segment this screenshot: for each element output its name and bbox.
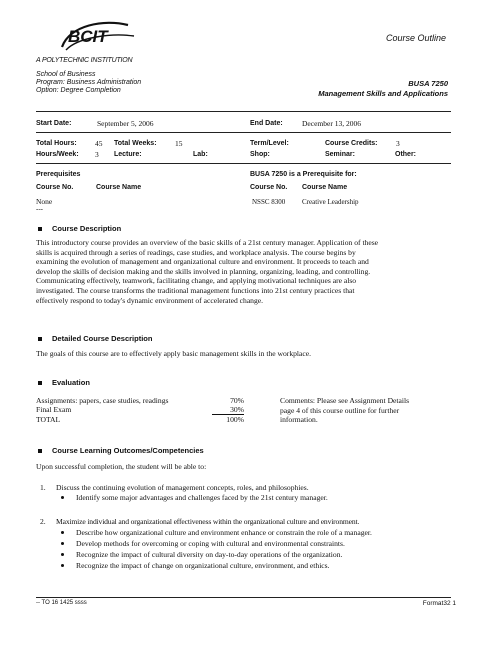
course-description-line: examining the evolution of management and organizational culture and environment. It proceeds to teach and: [36, 257, 369, 267]
shop-label: Shop:: [250, 151, 270, 158]
lecture-label: Lecture:: [114, 151, 142, 158]
course-title: Management Skills and Applications: [318, 89, 448, 98]
evaluation-row-label: TOTAL: [36, 415, 61, 424]
course-description-line: Communicating effectively, teamwork, facilitating change, and applying motivational techniques are also: [36, 276, 357, 286]
outcome-sub-text: Identify some major advantages and challenges faced by the 21st century manager.: [76, 493, 328, 502]
evaluation-bullet: [38, 381, 42, 385]
footer-left: -- TO 16 1425 ssss: [36, 600, 87, 606]
course-credits-label: Course Credits:: [325, 140, 378, 147]
total-hours-label: Total Hours:: [36, 140, 77, 147]
outcome-number: 1.: [40, 483, 46, 492]
doc-type: Course Outline: [386, 33, 447, 43]
total-hours-value: 45: [95, 139, 103, 148]
outcome-sub-bullet: [61, 531, 64, 534]
outcome-sub-text: Develop methods for overcoming or coping with cultural and environmental constraints.: [76, 539, 345, 548]
hours-divider: [36, 163, 451, 164]
detailed-description-text: The goals of this course are to effectively apply basic management skills in the workplace.: [36, 349, 312, 358]
prereq-for-course-name: Creative Leadership: [302, 198, 359, 206]
prerequisites-title: Prerequisites: [36, 171, 81, 178]
bcit-logo: [56, 17, 136, 51]
evaluation-title: Evaluation: [52, 378, 90, 387]
course-description-text: [36, 238, 461, 305]
header-divider: [36, 111, 451, 112]
total-weeks-label: Total Weeks:: [114, 140, 157, 147]
evaluation-comment-line: page 4 of this course outline for further: [280, 405, 400, 415]
start-date-value: September 5, 2006: [97, 119, 154, 128]
evaluation-comment-line: information.: [280, 415, 318, 425]
evaluation-row-value: 100%: [226, 415, 244, 424]
bcit-logo-wordmark: BCIT: [68, 27, 108, 46]
total-weeks-value: 15: [175, 139, 183, 148]
lab-label: Lab:: [193, 151, 208, 158]
detailed-description-bullet: [38, 337, 42, 341]
seminar-label: Seminar:: [325, 151, 355, 158]
bcit-logo-graphic: [56, 17, 136, 51]
course-description-line: investigated. The course transforms the traditional management functions into 21st century practices that: [36, 285, 355, 295]
prereq-col-name: Course Name: [96, 184, 142, 191]
prereq-none: None: [36, 197, 53, 206]
outcome-number: 2.: [40, 517, 46, 526]
program-name: Program: Business Administration: [36, 79, 142, 86]
outcome-sub-bullet: [61, 564, 64, 567]
evaluation-row-value: 30%: [230, 405, 244, 414]
outcome-sub-text: Recognize the impact of change on organizational culture, environment, and ethics.: [76, 561, 330, 570]
course-description-line: This introductory course provides an overview of the basic skills of a 21st century manager. Application of these: [36, 238, 379, 247]
footer-divider: [36, 597, 451, 598]
prereq-for-col-no: Course No.: [250, 184, 288, 191]
option-name: Option: Degree Completion: [36, 87, 121, 94]
outcome-sub-bullet: [61, 496, 64, 499]
course-credits-value: 3: [396, 139, 400, 148]
outcome-text: Maximize individual and organizational effectiveness within the organizational culture and environment.: [56, 517, 360, 526]
detailed-description-title: Detailed Course Description: [52, 334, 153, 343]
course-description-bullet: [38, 227, 42, 231]
prereq-for-col-name: Course Name: [302, 184, 348, 191]
evaluation-comment-line: Comments: Please see Assignment Details: [280, 396, 410, 405]
footer-right: Format32 1: [422, 600, 456, 607]
prereq-dash: ---: [36, 205, 43, 213]
outcomes-bullet: [38, 449, 42, 453]
outcomes-title: Course Learning Outcomes/Competencies: [52, 446, 204, 455]
prereq-for-title: BUSA 7250 is a Prerequisite for:: [250, 171, 357, 178]
outcome-text: Discuss the continuing evolution of management concepts, roles, and philosophies.: [56, 483, 309, 492]
course-description-title: Course Description: [52, 224, 122, 233]
prereq-col-no: Course No.: [36, 184, 74, 191]
outcome-sub-bullet: [61, 542, 64, 545]
course-description-line: skills is acquired through a series of readings, case studies, and workplace analysis. The course begins by: [36, 247, 356, 257]
outcome-sub-text: Describe how organizational culture and environment enhance or constrain the role of a manager.: [76, 528, 372, 537]
hours-week-value: 3: [95, 150, 99, 159]
end-date-value: December 13, 2006: [302, 119, 361, 128]
outcome-sub-text: Recognize the impact of cultural diversity on day-to-day operations of the organization.: [76, 550, 343, 559]
evaluation-row-label: Final Exam: [36, 405, 72, 414]
course-code: BUSA 7250: [408, 79, 448, 88]
outcome-sub-bullet: [61, 553, 64, 556]
dates-divider: [36, 132, 451, 133]
start-date-label: Start Date:: [36, 120, 72, 127]
evaluation-row-value: 70%: [230, 396, 244, 405]
evaluation-row-label: Assignments: papers, case studies, readings: [36, 396, 169, 405]
course-description-line: effectively respond to today's dynamic environment of accelerated change.: [36, 295, 264, 305]
other-label: Other:: [395, 151, 416, 158]
hours-week-label: Hours/Week:: [36, 151, 79, 158]
course-description-line: develop the skills of decision making and the skills involved in planning, organizing, leading, and controlling.: [36, 266, 371, 276]
school-name: School of Business: [36, 71, 96, 78]
term-level-label: Term/Level:: [250, 140, 289, 147]
outcomes-intro: Upon successful completion, the student will be able to:: [36, 462, 207, 471]
logo-tagline: A POLYTECHNIC INSTITUTION: [36, 57, 133, 64]
end-date-label: End Date:: [250, 120, 283, 127]
evaluation-comments: [280, 396, 460, 425]
prereq-for-course-no: NSSC 8300: [252, 198, 286, 206]
